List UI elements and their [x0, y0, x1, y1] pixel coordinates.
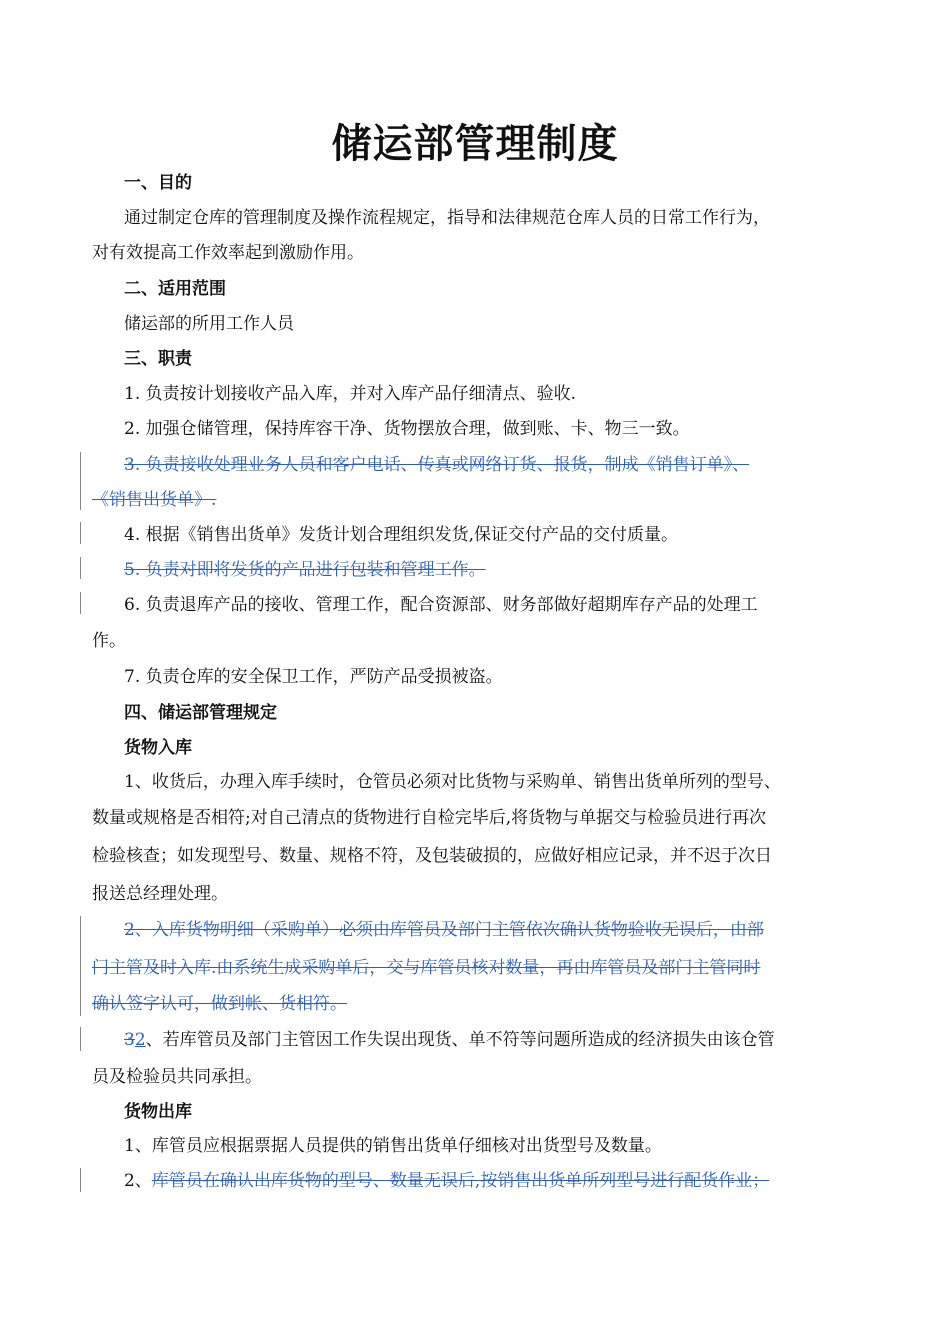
subheading-outbound: 货物出库	[124, 1102, 192, 1122]
inserted-number: 2	[134, 1030, 146, 1050]
subheading-inbound: 货物入库	[124, 738, 192, 758]
change-bar	[80, 916, 81, 1016]
inbound-rule-1-line1: 1、收货后，办理入库手续时，仓管员必须对比货物与采购单、销售出货单所列的型号、	[124, 772, 781, 792]
inbound-rule-2-deleted-line3: 确认签字认可，做到帐、货相符。	[92, 994, 347, 1014]
duty-item-3-deleted-line2: 《销售出货单》.	[92, 490, 217, 510]
paragraph-purpose-line1: 通过制定仓库的管理制度及操作流程规定，指导和法律规范仓库人员的日常工作行为，	[124, 208, 770, 228]
outbound-rule-2-prefix: 2、	[124, 1171, 152, 1191]
change-bar	[80, 557, 81, 579]
inbound-rule-1-line4: 报送总经理处理。	[92, 884, 228, 904]
outbound-rule-2	[124, 1169, 894, 1193]
duty-item-3-deleted-line1: 3. 负责接收处理业务人员和客户电话、传真或网络订货、报货，制成《销售订单》、	[124, 455, 750, 475]
change-bar	[80, 1027, 81, 1051]
duty-item-6-line2: 作。	[92, 631, 126, 651]
change-bar	[80, 452, 81, 510]
duty-item-4: 4. 根据《销售出货单》发货计划合理组织发货,保证交付产品的交付质量。	[124, 525, 679, 545]
outbound-rule-2-deleted: 库管员在确认出库货物的型号、数量无误后,按销售出货单所列型号进行配货作业；	[151, 1171, 770, 1191]
section-heading-scope: 二、适用范围	[124, 279, 226, 299]
deleted-number: 3	[124, 1030, 135, 1050]
duty-item-2: 2. 加强仓储管理，保持库容干净、货物摆放合理，做到账、卡、物三一致。	[124, 419, 690, 439]
inbound-rule-3-line2: 员及检验员共同承担。	[92, 1067, 262, 1087]
inbound-rule-2-deleted-line2: 门主管及时入库.由系统生成采购单后，交与库管员核对数量，再由库管员及部门主管同时	[92, 958, 761, 978]
paragraph-scope: 储运部的所用工作人员	[124, 314, 294, 334]
inbound-rule-1-line2: 数量或规格是否相符;对自己清点的货物进行自检完毕后,将货物与单据交与检验员进行再次	[92, 808, 767, 828]
duty-item-5-deleted: 5. 负责对即将发货的产品进行包装和管理工作。	[124, 560, 486, 580]
inbound-rule-3-text: 、若库管员及部门主管因工作失误出现货、单不符等问题所造成的经济损失由该仓管	[145, 1030, 775, 1050]
duty-item-1: 1. 负责按计划接收产品入库，并对入库产品仔细清点、验收.	[124, 384, 577, 404]
duty-item-6-line1: 6. 负责退库产品的接收、管理工作，配合资源部、财务部做好超期库存产品的处理工	[124, 595, 758, 615]
change-bar	[80, 522, 81, 544]
duty-item-7: 7. 负责仓库的安全保卫工作，严防产品受损被盗。	[124, 667, 503, 687]
paragraph-purpose-line2: 对有效提高工作效率起到激励作用。	[92, 243, 364, 263]
inbound-rule-1-line3: 检验核查；如发现型号、数量、规格不符，及包装破损的，应做好相应记录，并不迟于次日	[92, 846, 772, 866]
change-bar	[80, 1168, 81, 1192]
inbound-rule-3-line1	[124, 1028, 894, 1052]
section-heading-rules: 四、储运部管理规定	[124, 703, 277, 723]
section-heading-purpose: 一、目的	[124, 173, 192, 193]
outbound-rule-1: 1、库管员应根据票据人员提供的销售出货单仔细核对出货型号及数量。	[124, 1136, 662, 1156]
section-heading-duties: 三、职责	[124, 349, 192, 369]
document-title: 储运部管理制度	[331, 121, 619, 167]
inbound-rule-2-deleted-line1: 2、入库货物明细（采购单）必须由库管员及部门主管依次确认货物验收无误后，由部	[124, 920, 764, 940]
change-bar	[80, 592, 81, 614]
